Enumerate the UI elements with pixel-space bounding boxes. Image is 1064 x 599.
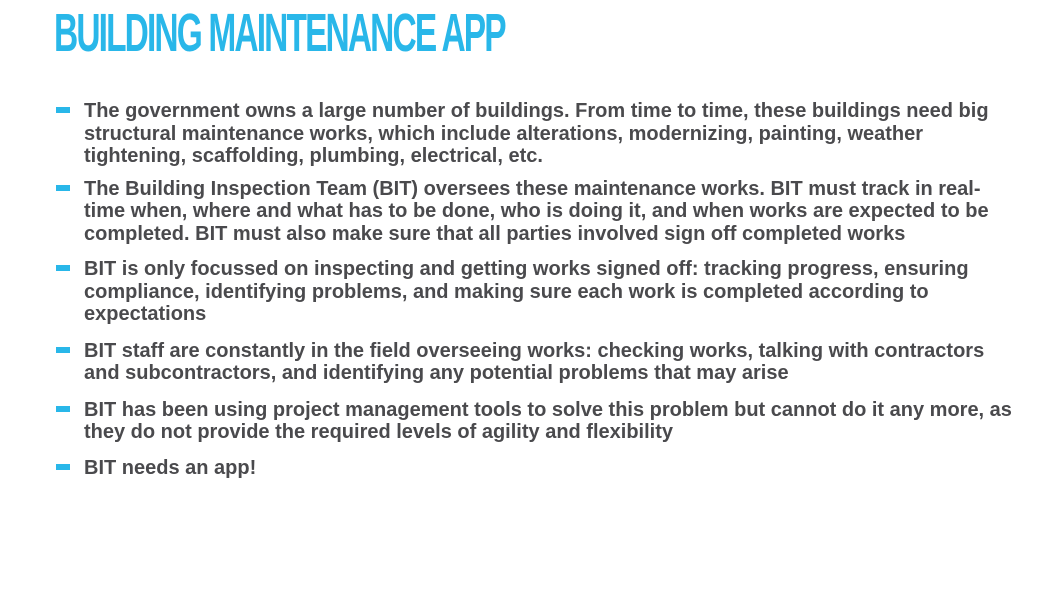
bullet-item — [56, 258, 1016, 326]
bullet-text: The government owns a large number of buildings. From time to time, these buildings need big structural maintenance works, which include alterations, modernizing, painting, weather tightening, scaffolding, plumbing, electrical, etc. — [84, 100, 989, 167]
bullet-item — [56, 100, 1016, 168]
bullet-text: BIT is only focussed on inspecting and getting works signed off: tracking progress, ensuring compliance, identifying problems, and making sure each work is completed according to expectations — [84, 258, 969, 325]
bullet-text: BIT needs an app! — [84, 456, 257, 479]
dash-bullet-icon — [56, 347, 70, 353]
bullet-text: BIT staff are constantly in the field overseeing works: checking works, talking with contractors and subcontractors, and identifying any potential problems that may arise — [84, 339, 985, 384]
dash-bullet-icon — [56, 464, 70, 470]
bullet-item — [56, 457, 1016, 480]
bullet-text: The Building Inspection Team (BIT) oversees these maintenance works. BIT must track in real-time when, where and what has to be done, who is doing it, and when works are expected to be completed. BIT must also make sure that all parties involved sign off completed works — [84, 177, 989, 245]
bullet-item — [56, 178, 1016, 246]
dash-bullet-icon — [56, 185, 70, 191]
bullet-item — [56, 399, 1016, 444]
bullet-item — [56, 340, 1016, 385]
dash-bullet-icon — [56, 107, 70, 113]
bullet-list — [56, 100, 1016, 479]
dash-bullet-icon — [56, 265, 70, 271]
bullet-text: BIT has been using project management tools to solve this problem but cannot do it any more, as they do not provide the required levels of agility and flexibility — [84, 398, 1012, 443]
slide-title: BUILDING MAINTENANCE APP — [54, 3, 505, 63]
dash-bullet-icon — [56, 406, 70, 412]
